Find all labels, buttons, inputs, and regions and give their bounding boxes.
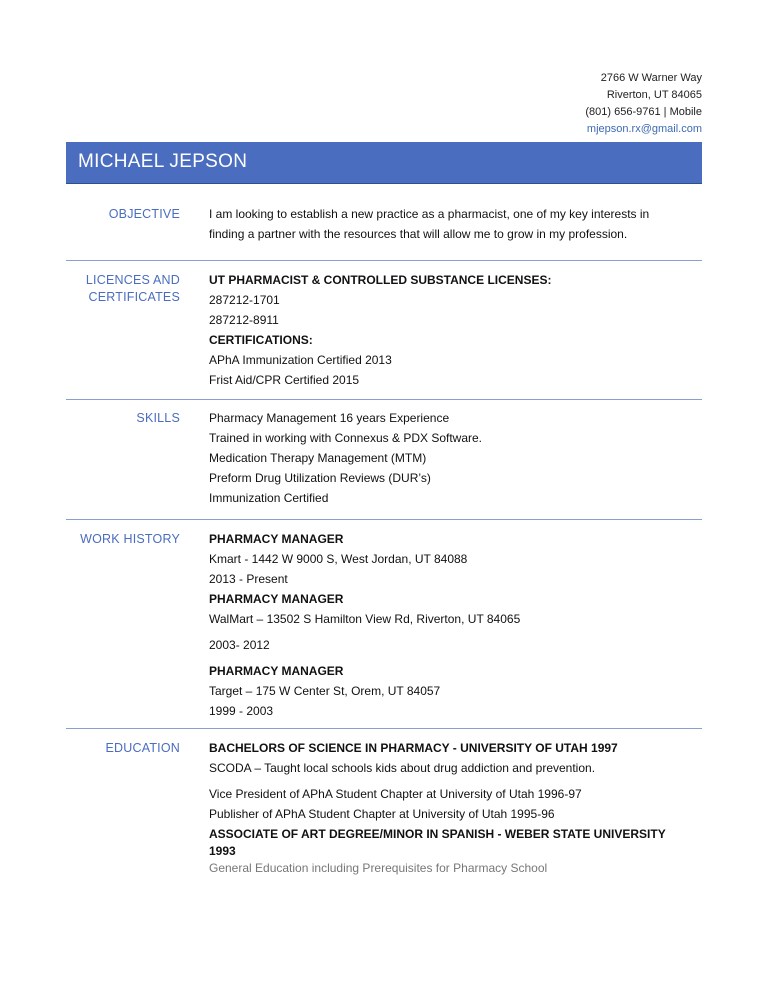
job-title: PHARMACY MANAGER bbox=[209, 592, 344, 606]
name-header-bar bbox=[66, 142, 702, 184]
objective-text-line1: I am looking to establish a new practice as a pharmacist, one of my key interests in bbox=[209, 207, 650, 221]
section-divider bbox=[66, 260, 702, 261]
skill-item: Trained in working with Connexus & PDX Software. bbox=[209, 431, 483, 445]
certifications-heading: CERTIFICATIONS: bbox=[209, 333, 313, 347]
licences-label: LICENCES AND CERTIFICATES bbox=[85, 273, 180, 304]
job-place: Kmart - 1442 W 9000 S, West Jordan, UT 84088 bbox=[209, 552, 468, 566]
job-title: PHARMACY MANAGER bbox=[209, 664, 344, 678]
objective-label: OBJECTIVE bbox=[108, 207, 180, 221]
degree-heading: ASSOCIATE OF ART DEGREE/MINOR IN SPANISH - WEBER STATE UNIVERSITY 1993 bbox=[209, 827, 666, 858]
contact-email[interactable]: mjepson.rx@gmail.com bbox=[586, 123, 702, 135]
licence-number: 287212-8911 bbox=[209, 313, 279, 327]
skill-item: Medication Therapy Management (MTM) bbox=[209, 451, 427, 465]
section-divider bbox=[66, 399, 702, 400]
job-title: PHARMACY MANAGER bbox=[209, 532, 344, 546]
skill-item: Preform Drug Utilization Reviews (DUR’s) bbox=[209, 471, 431, 485]
contact-block bbox=[585, 70, 702, 138]
education-item: SCODA – Taught local schools kids about drug addiction and prevention. bbox=[209, 761, 596, 775]
job-place: WalMart – 13502 S Hamilton View Rd, Riverton, UT 84065 bbox=[209, 612, 521, 626]
education-item: Publisher of APhA Student Chapter at University of Utah 1995-96 bbox=[209, 807, 555, 821]
skills-label: SKILLS bbox=[136, 411, 180, 425]
skill-item: Immunization Certified bbox=[209, 491, 329, 505]
contact-city: Riverton, UT 84065 bbox=[606, 89, 702, 101]
education-label: EDUCATION bbox=[105, 741, 180, 755]
job-place: Target – 175 W Center St, Orem, UT 84057 bbox=[209, 684, 441, 698]
education-item: General Education including Prerequisites for Pharmacy School bbox=[209, 861, 548, 875]
job-dates: 2003- 2012 bbox=[209, 638, 270, 652]
contact-street: 2766 W Warner Way bbox=[600, 72, 702, 84]
job-dates: 1999 - 2003 bbox=[209, 704, 274, 718]
degree-heading: BACHELORS OF SCIENCE IN PHARMACY - UNIVERSITY OF UTAH 1997 bbox=[209, 741, 618, 755]
certification-item: Frist Aid/CPR Certified 2015 bbox=[209, 373, 360, 387]
skill-item: Pharmacy Management 16 years Experience bbox=[209, 411, 450, 425]
education-item: Vice President of APhA Student Chapter at University of Utah 1996-97 bbox=[209, 787, 582, 801]
objective-text-line2: finding a partner with the resources that will allow me to grow in my profession. bbox=[209, 227, 628, 241]
licence-number: 287212-1701 bbox=[209, 293, 280, 307]
licences-heading: UT PHARMACIST & CONTROLLED SUBSTANCE LICENSES: bbox=[209, 273, 552, 287]
contact-phone: (801) 656-9761 | Mobile bbox=[585, 106, 702, 118]
job-dates: 2013 - Present bbox=[209, 572, 288, 586]
section-divider bbox=[66, 519, 702, 520]
section-divider bbox=[66, 728, 702, 729]
work-history-label: WORK HISTORY bbox=[80, 532, 180, 546]
certification-item: APhA Immunization Certified 2013 bbox=[209, 353, 392, 367]
candidate-name: MICHAEL JEPSON bbox=[78, 151, 248, 172]
